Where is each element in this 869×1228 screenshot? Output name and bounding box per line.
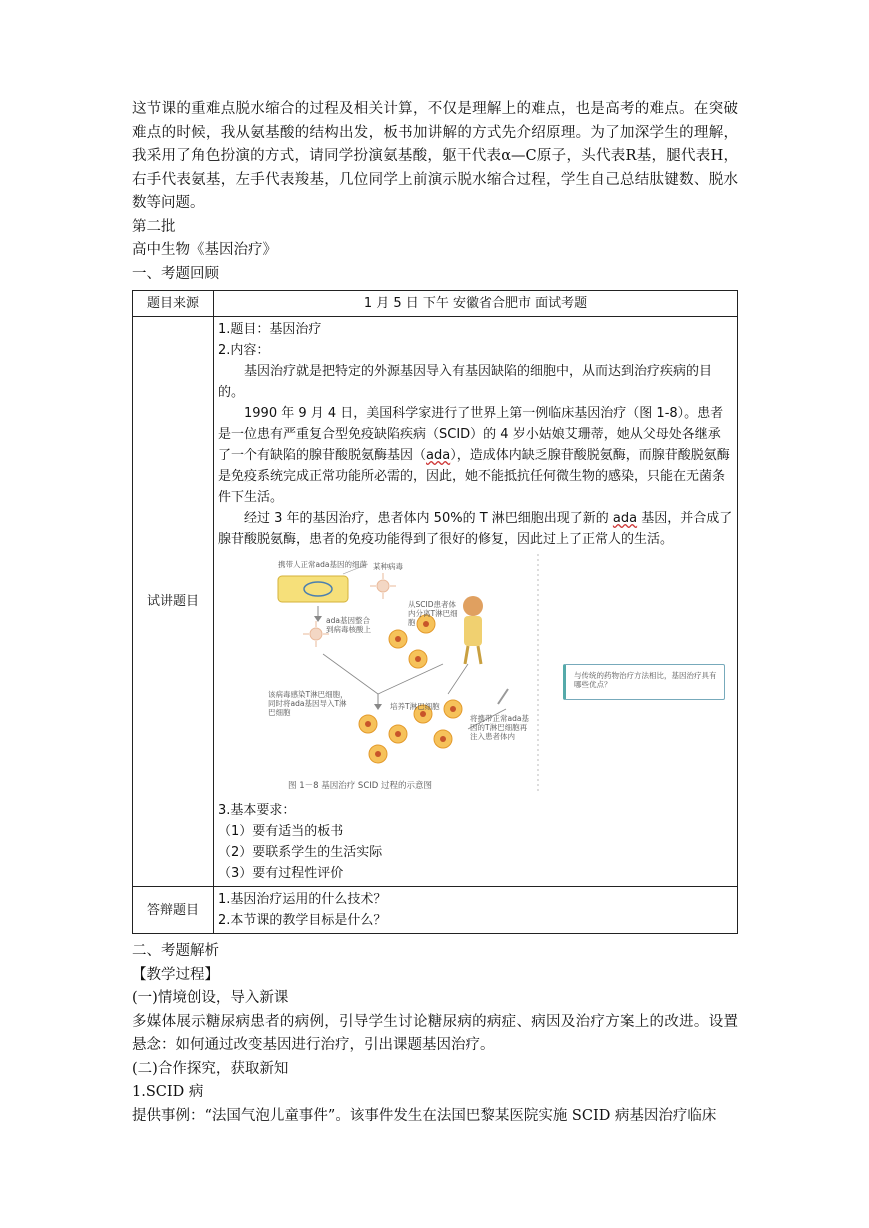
source-label: 题目来源 [133,291,214,317]
section-heading: 一、考题回顾 [132,265,219,282]
figure-caption: 图 1－8 基因治疗 SCID 过程的示意图 [288,781,433,791]
qa-item: 2.本节课的教学目标是什么？ [218,913,387,928]
document-page [132,98,738,1128]
table-row [133,887,738,934]
batch-label: 第二批 [132,218,176,235]
qa-item: 1.基因治疗运用的什么技术？ [218,892,387,907]
course-title: 高中生物《基因治疗》 [132,242,277,258]
trial-content [214,317,738,887]
ada-term: ada [426,448,451,463]
step-heading: (一)情境创设，导入新课 [132,990,289,1006]
step-paragraph: 提供事例：“法国气泡儿童事件”。该事件发生在法国巴黎某医院实施 SCID 病基因治疗临床 [132,1107,717,1124]
requirements-label: 3.基本要求： [218,803,296,818]
content-label: 2.内容： [218,343,270,358]
trial-label: 试讲题目 [133,317,214,887]
requirement-item: （1）要有适当的板书 [218,824,344,839]
figure-label-inject: 将携带正常ada基因的T淋巴细胞再注入患者体内 [470,714,529,741]
requirement-item: （3）要有过程性评价 [218,866,344,881]
table-row [133,291,738,317]
figure-label-virus: 某种病毒 [373,562,403,571]
step-heading: (二)合作探究，获取新知 [132,1060,289,1077]
requirement-item: （2）要联系学生的生活实际 [218,845,383,860]
figure-label-infect: 该病毒感染T淋巴细胞，同时将ada基因导入T淋巴细胞 [268,690,348,717]
intro-paragraph: 这节课的重难点脱水缩合的过程及相关计算，不仅是理解上的难点，也是高考的难点。在突破难点的时候，我从氨基酸的结构出发，板书加讲解的方式先介绍原理。为了加深学生的理解，我采用了角色扮演的方式，请同学扮演氨基酸，躯干代表α—C原子，头代表R基，腿代表H，右手代表氨基，左手代表羧基，几位同学上前演示脱水缩合过程，学生自己总结肽键数、脱水数等问题。 [132,101,738,211]
qa-content [214,887,738,934]
source-value: 1 月 5 日 下午 安徽省合肥市 面试考题 [214,291,738,317]
qa-label: 答辩题目 [133,887,214,934]
ada-term: ada [612,511,638,526]
step-paragraph: 多媒体展示糖尿病患者的病例，引导学生讨论糖尿病的病症、病因及治疗方案上的改进。设置悬念：如何通过改变基因进行治疗，引出课题基因治疗。 [132,1013,738,1053]
figure-label-integrate: ada基因整合到病毒核酸上 [326,616,371,634]
content-paragraph: 基因治疗就是把特定的外源基因导入有基因缺陷的细胞中，从而达到治疗疾病的目的。 [218,364,713,400]
table-row [133,317,738,887]
process-title: 【教学过程】 [132,966,219,983]
figure-callout: 与传统的药物治疗方法相比，基因治疗具有哪些优点？ [563,664,725,700]
gene-therapy-figure [248,554,718,794]
content-paragraph: 经过 3 年的基因治疗，患者体内 50%的 T 淋巴细胞出现了新的 ada 基因，并合成了腺苷酸脱氨酶，患者的免疫功能得到了很好的修复，因此过上了正常人的生活。 [218,511,733,547]
section-heading: 二、考题解析 [132,943,219,959]
topic-line: 1.题目：基因治疗 [218,322,322,337]
figure-label-culture: 培养T淋巴细胞 [390,702,440,711]
exam-table [132,290,738,934]
figure-label-patient: 从SCID患者体内分离T淋巴细胞 [408,600,458,627]
sub-heading: 1.SCID 病 [132,1084,204,1100]
figure-label-cell: 携带人正常ada基因的细菌 [278,560,367,569]
content-paragraph: 1990 年 9 月 4 日，美国科学家进行了世界上第一例临床基因治疗（图 1-8）。患者是一位患有严重复合型免疫缺陷疾病（SCID）的 4 岁小姑娘艾珊蒂，她从父母处各继承了一个有缺陷的腺苷酸脱氨酶基因（ada），造成体内缺乏腺苷酸脱氨酶，而腺苷酸脱氨酶是免疫系统完成正常功能所必需的，因此，她不能抵抗任何微生物的感染，只能在无菌条件下生活。 [218,406,730,505]
